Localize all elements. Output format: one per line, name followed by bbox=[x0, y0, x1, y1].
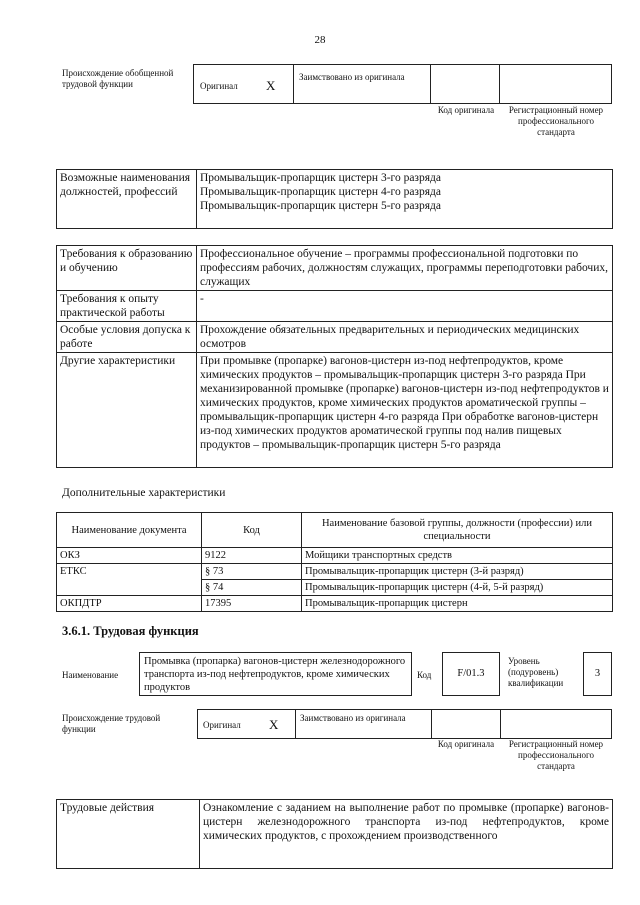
table-row bbox=[57, 596, 613, 612]
origin-label: Происхождение обобщенной трудовой функции bbox=[62, 68, 174, 89]
reg-number-cell-2 bbox=[500, 709, 612, 739]
req-education-label: Требования к образованию и обучению bbox=[57, 246, 197, 291]
reg-number-cell bbox=[499, 64, 612, 104]
function-code-label: Код bbox=[417, 670, 432, 680]
row-doc: ЕТКС bbox=[57, 564, 202, 596]
additional-title: Дополнительные характеристики bbox=[62, 487, 226, 499]
page-number: 28 bbox=[314, 34, 326, 46]
function-name-value: Промывка (пропарка) вагонов-цистерн железнодорожного транспорта из-под нефтепродуктов, кроме химических продуктов bbox=[139, 652, 412, 696]
original-mark: X bbox=[266, 78, 276, 93]
row-doc: ОКЗ bbox=[57, 548, 202, 564]
qualification-cell bbox=[583, 652, 612, 696]
possible-name-item: Промывальщик-пропарщик цистерн 4-го разряда bbox=[200, 186, 441, 198]
additional-table bbox=[56, 512, 613, 612]
row-name: Мойщики транспортных средств bbox=[302, 548, 613, 564]
code-original-caption: Код оригинала bbox=[437, 105, 495, 115]
table-row bbox=[57, 564, 613, 580]
borrowed-label-2: Заимствовано из оригинала bbox=[300, 713, 406, 723]
section-heading: 3.6.1. Трудовая функция bbox=[62, 624, 199, 638]
original-label-2: Оригинал bbox=[203, 720, 241, 730]
row-code: § 74 bbox=[202, 580, 302, 596]
row-code: 17395 bbox=[202, 596, 302, 612]
original-mark-2: X bbox=[269, 717, 279, 732]
row-name: Промывальщик-пропарщик цистерн (4-й, 5-й разряд) bbox=[302, 580, 613, 596]
function-name-label: Наименование bbox=[62, 670, 119, 680]
qualification-label: Уровень (подуровень) квалификации bbox=[508, 656, 564, 688]
possible-names-label: Возможные наименования должностей, профессий bbox=[57, 170, 197, 229]
function-code-cell bbox=[442, 652, 500, 696]
row-code: § 73 bbox=[202, 564, 302, 580]
labor-actions-value: Ознакомление с заданием на выполнение работ по промывке (пропарке) вагонов-цистерн железнодорожного транспорта из-под нефтепродуктов, кроме химических продуктов, с прохождением производственного bbox=[200, 800, 613, 869]
req-admission-value: Прохождение обязательных предварительных и периодических медицинских осмотров bbox=[197, 322, 613, 353]
qualification-value: 3 bbox=[594, 668, 601, 679]
possible-names-values bbox=[197, 170, 613, 229]
original-label: Оригинал bbox=[200, 81, 238, 91]
code-original-cell bbox=[430, 64, 500, 104]
row-name: Промывальщик-пропарщик цистерн bbox=[302, 596, 613, 612]
header-code: Код bbox=[202, 513, 302, 548]
req-education-value: Профессиональное обучение – программы профессиональной подготовки по профессиям рабочих, должностям служащих, программы переподготовки рабочих, служащих bbox=[197, 246, 613, 291]
row-code: 9122 bbox=[202, 548, 302, 564]
code-original-caption-2: Код оригинала bbox=[437, 739, 495, 749]
original-cell bbox=[193, 64, 294, 104]
row-doc: ОКПДТР bbox=[57, 596, 202, 612]
labor-actions-table bbox=[56, 799, 613, 869]
requirements-table bbox=[56, 245, 613, 468]
table-row bbox=[57, 548, 613, 564]
reg-number-caption: Регистрационный номер профессионального стандарта bbox=[508, 105, 604, 137]
header-group: Наименование базовой группы, должности (профессии) или специальности bbox=[302, 513, 613, 548]
req-admission-label: Особые условия допуска к работе bbox=[57, 322, 197, 353]
borrowed-cell-2 bbox=[295, 709, 432, 739]
borrowed-label: Заимствовано из оригинала bbox=[299, 72, 405, 82]
original-cell-2 bbox=[197, 709, 296, 739]
req-experience-value: - bbox=[197, 291, 613, 322]
borrowed-cell bbox=[293, 64, 431, 104]
possible-name-item: Промывальщик-пропарщик цистерн 3-го разряда bbox=[200, 172, 441, 184]
possible-names-table bbox=[56, 169, 613, 229]
possible-name-item: Промывальщик-пропарщик цистерн 5-го разряда bbox=[200, 200, 441, 212]
req-other-label: Другие характеристики bbox=[57, 353, 197, 468]
header-document: Наименование документа bbox=[57, 513, 202, 548]
req-experience-label: Требования к опыту практической работы bbox=[57, 291, 197, 322]
function-code-value: F/01.3 bbox=[457, 668, 485, 679]
reg-number-caption-2: Регистрационный номер профессионального стандарта bbox=[508, 739, 604, 771]
code-original-cell-2 bbox=[431, 709, 501, 739]
labor-actions-label: Трудовые действия bbox=[57, 800, 200, 869]
req-other-value: При промывке (пропарке) вагонов-цистерн из-под нефтепродуктов, кроме химических продуктов – промывальщик-пропарщик цистерн 3-го разряда При механизированной промывке (пропарке) вагонов-цистерн из-под нефтепродуктов и химических продуктов, кроме химических продуктов ароматической группы – промывальщик-пропарщик цистерн 4-го разряда При обработке вагонов-цистерн из-под химических продуктов ароматической группы под налив пищевых продуктов – промывальщик-пропарщик цистерн 5-го разряда bbox=[197, 353, 613, 468]
origin-function-label: Происхождение трудовой функции bbox=[62, 713, 161, 734]
row-name: Промывальщик-пропарщик цистерн (3-й разряд) bbox=[302, 564, 613, 580]
